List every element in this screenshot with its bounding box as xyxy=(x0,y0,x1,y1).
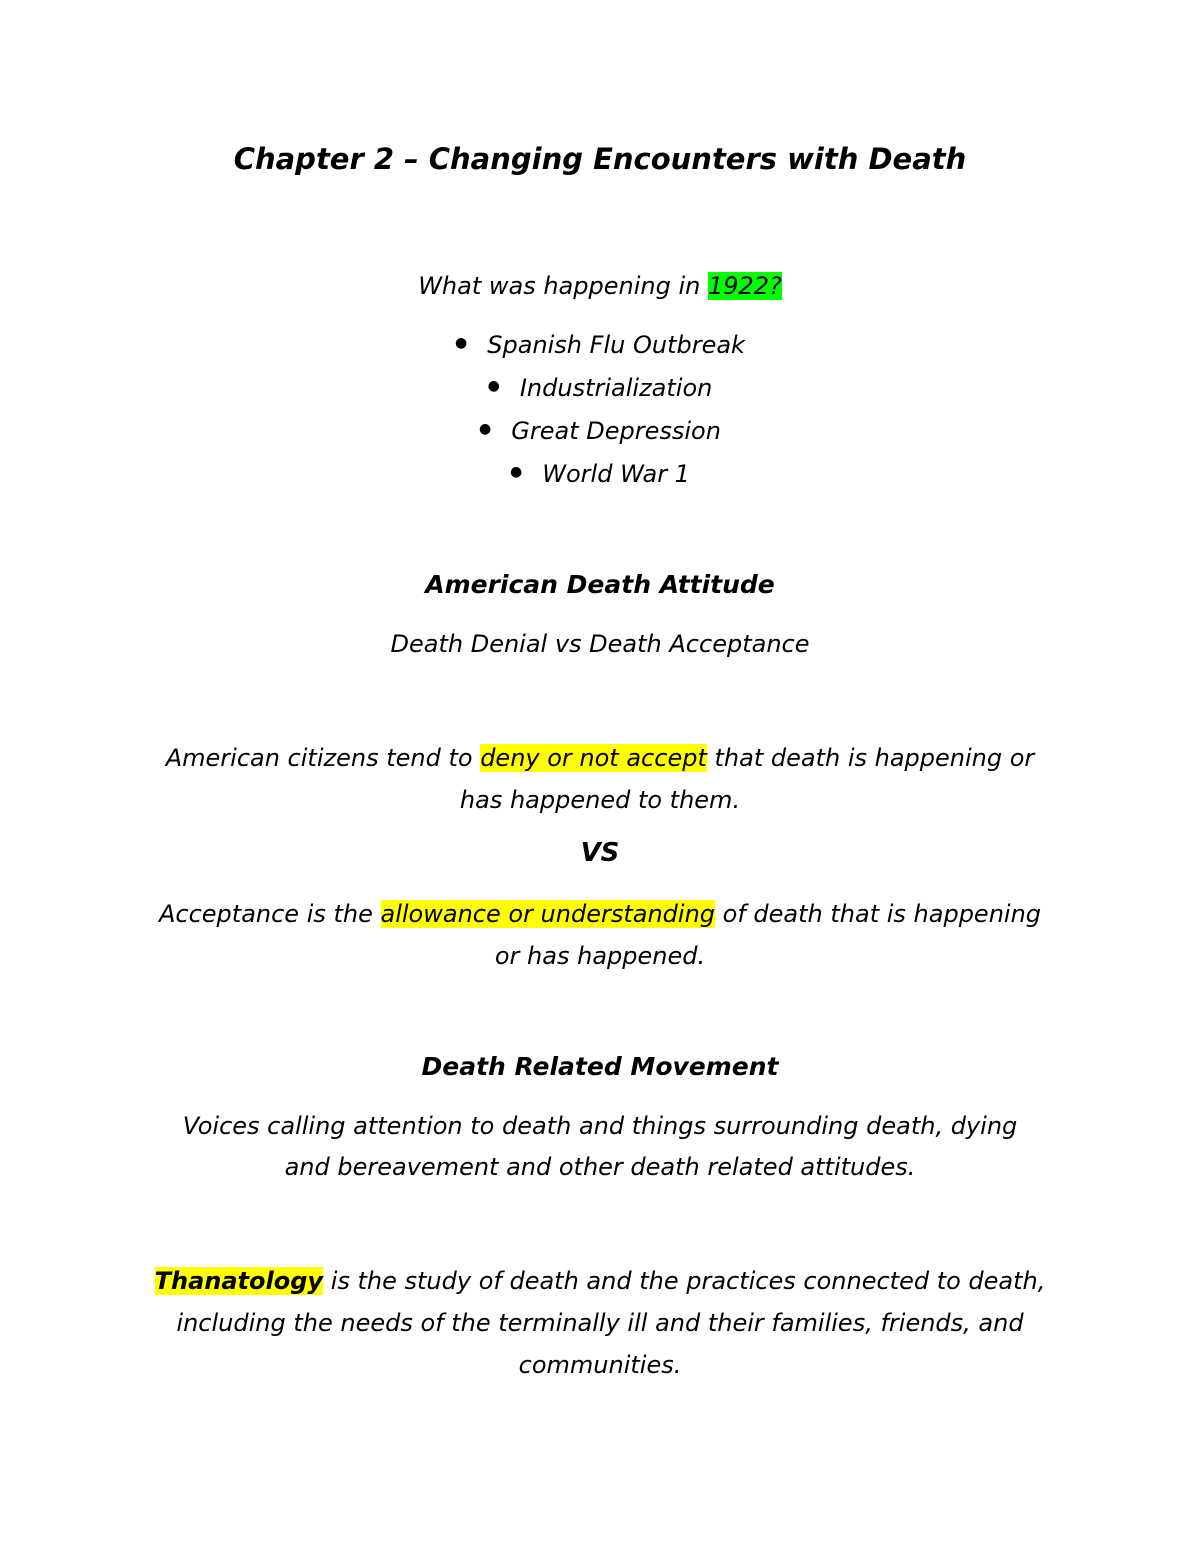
movement-line-1: Voices calling attention to death and things surrounding death, dying xyxy=(182,1112,1018,1140)
list-item xyxy=(0,453,1200,496)
vs-label: VS xyxy=(580,838,620,868)
list-item-text: Great Depression xyxy=(511,417,721,445)
attitude-subtitle: Death Denial vs Death Acceptance xyxy=(390,630,810,658)
denial-highlight: deny or not accept xyxy=(480,744,707,772)
acceptance-line-1 xyxy=(0,894,1200,935)
question-line xyxy=(0,266,1200,307)
thanatology-definition: is the study of death and the practices connected to death, xyxy=(323,1267,1046,1295)
thanatology-line-1 xyxy=(0,1261,1200,1302)
bullet-icon: ● xyxy=(479,420,492,437)
denial-text-before: American citizens tend to xyxy=(165,744,481,772)
events-list xyxy=(0,324,1200,496)
movement-heading: Death Related Movement xyxy=(421,1052,779,1081)
list-item xyxy=(0,367,1200,410)
list-item-text: Spanish Flu Outbreak xyxy=(487,331,745,359)
list-item-text: World War 1 xyxy=(542,460,690,488)
attitude-heading: American Death Attitude xyxy=(425,570,775,599)
thanatology-line-3: communities. xyxy=(518,1351,682,1379)
list-item-text: Industrialization xyxy=(519,374,713,402)
highlighted-year: 1922? xyxy=(707,272,782,300)
bullet-icon: ● xyxy=(455,334,468,351)
bullet-icon: ● xyxy=(487,377,500,394)
denial-line-2: has happened to them. xyxy=(459,786,741,814)
page-title: Chapter 2 – Changing Encounters with Death xyxy=(233,142,967,176)
thanatology-line-2: including the needs of the terminally ill and their families, friends, and xyxy=(176,1309,1024,1337)
list-item xyxy=(0,324,1200,367)
denial-line-1 xyxy=(0,738,1200,779)
thanatology-term: Thanatology xyxy=(154,1267,324,1295)
acceptance-line-2: or has happened. xyxy=(494,942,706,970)
bullet-icon: ● xyxy=(510,463,523,480)
acceptance-text-before: Acceptance is the xyxy=(158,900,381,928)
list-item xyxy=(0,410,1200,453)
denial-text-after: that death is happening or xyxy=(706,744,1035,772)
acceptance-text-after: of death that is happening xyxy=(715,900,1042,928)
movement-line-2: and bereavement and other death related attitudes. xyxy=(284,1153,916,1181)
question-text: What was happening in xyxy=(418,272,708,300)
acceptance-highlight: allowance or understanding xyxy=(380,900,716,928)
